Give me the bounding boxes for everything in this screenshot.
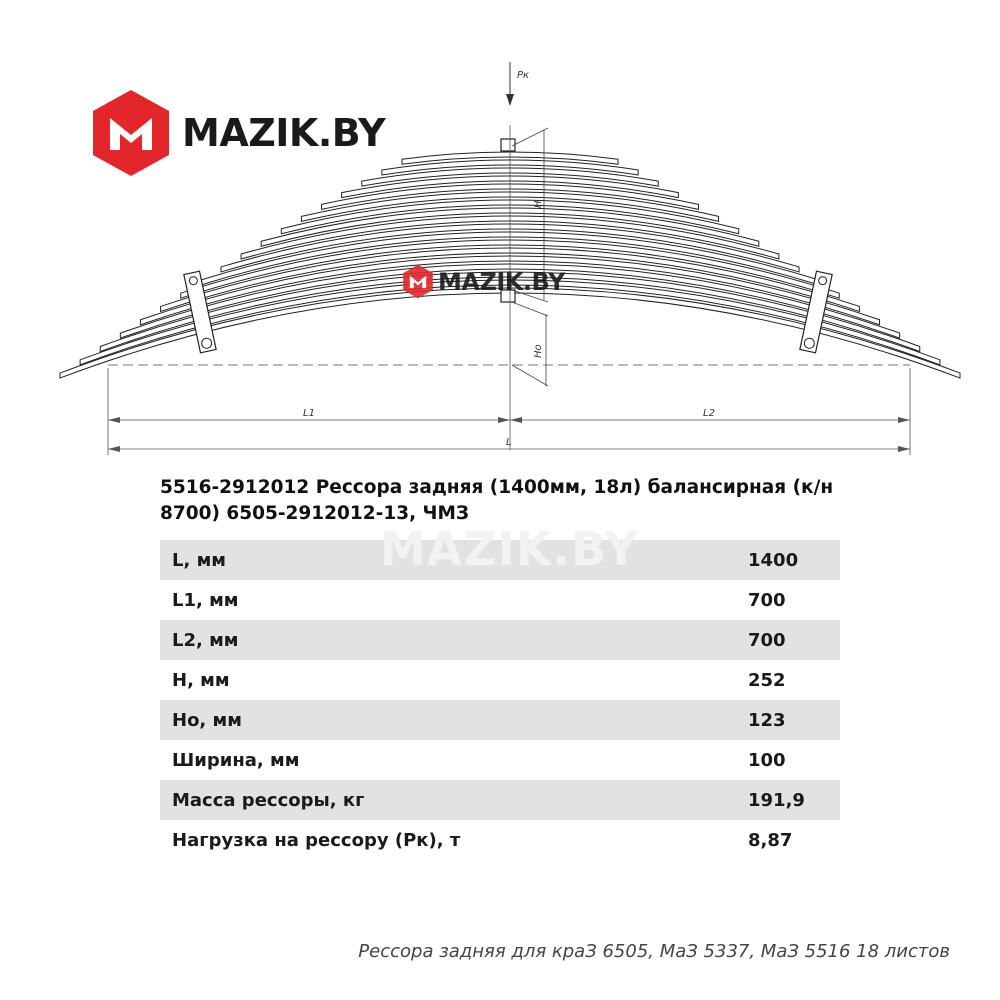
spec-label: L2, мм [160, 620, 748, 660]
spec-value: 100 [748, 749, 786, 771]
spec-row [160, 620, 840, 660]
spec-value: 123 [748, 700, 840, 740]
load-arrow [506, 62, 514, 106]
brand-name: MAZIK.BY [182, 111, 386, 155]
watermark-logo [402, 264, 565, 299]
height-label: H [533, 200, 544, 208]
spec-label: H, мм [172, 669, 230, 691]
spec-value: 252 [748, 669, 786, 691]
spec-label: Hо, мм [160, 700, 748, 740]
l-label: L [506, 437, 512, 448]
spec-label: Масса рессоры, кг [160, 780, 748, 820]
spec-value: 700 [748, 589, 786, 611]
leaf-spring-drawing [0, 0, 1000, 470]
spec-value: 8,87 [748, 829, 793, 851]
spec-row [160, 660, 840, 700]
height0-dimension [512, 302, 548, 386]
product-title: 5516-2912012 Рессора задняя (1400мм, 18л) балансирная (к/н 8700) 6505-2912012-13, ЧМЗ [160, 477, 834, 524]
spec-row [160, 700, 840, 740]
spec-value: 700 [748, 620, 840, 660]
spec-row [160, 780, 840, 820]
hexagon-logo-icon [90, 88, 172, 178]
spec-row [160, 580, 840, 620]
watermark-text: MAZIK.BY [438, 267, 565, 296]
spec-row [160, 820, 840, 860]
table-watermark: MAZIK.BY [380, 522, 639, 576]
spec-value: 1400 [748, 540, 840, 580]
caption: Рессора задняя для краЗ 6505, МаЗ 5337, МаЗ 5516 18 листов [358, 941, 950, 962]
height0-label: Hо [533, 344, 544, 358]
l2-label: L2 [703, 408, 715, 419]
spec-label: Нагрузка на рессору (Pк), т [172, 829, 461, 851]
spec-label: L1, мм [172, 589, 239, 611]
spec-row [160, 540, 840, 580]
l1-label: L1 [303, 408, 315, 419]
spec-label: Ширина, мм [172, 749, 300, 771]
spec-value: 191,9 [748, 780, 840, 820]
spec-label: L, мм [160, 540, 748, 580]
spec-row [160, 740, 840, 780]
spec-table [160, 540, 840, 860]
brand-logo [90, 88, 385, 178]
load-label: Pк [517, 70, 530, 81]
hexagon-watermark-icon [402, 264, 434, 299]
